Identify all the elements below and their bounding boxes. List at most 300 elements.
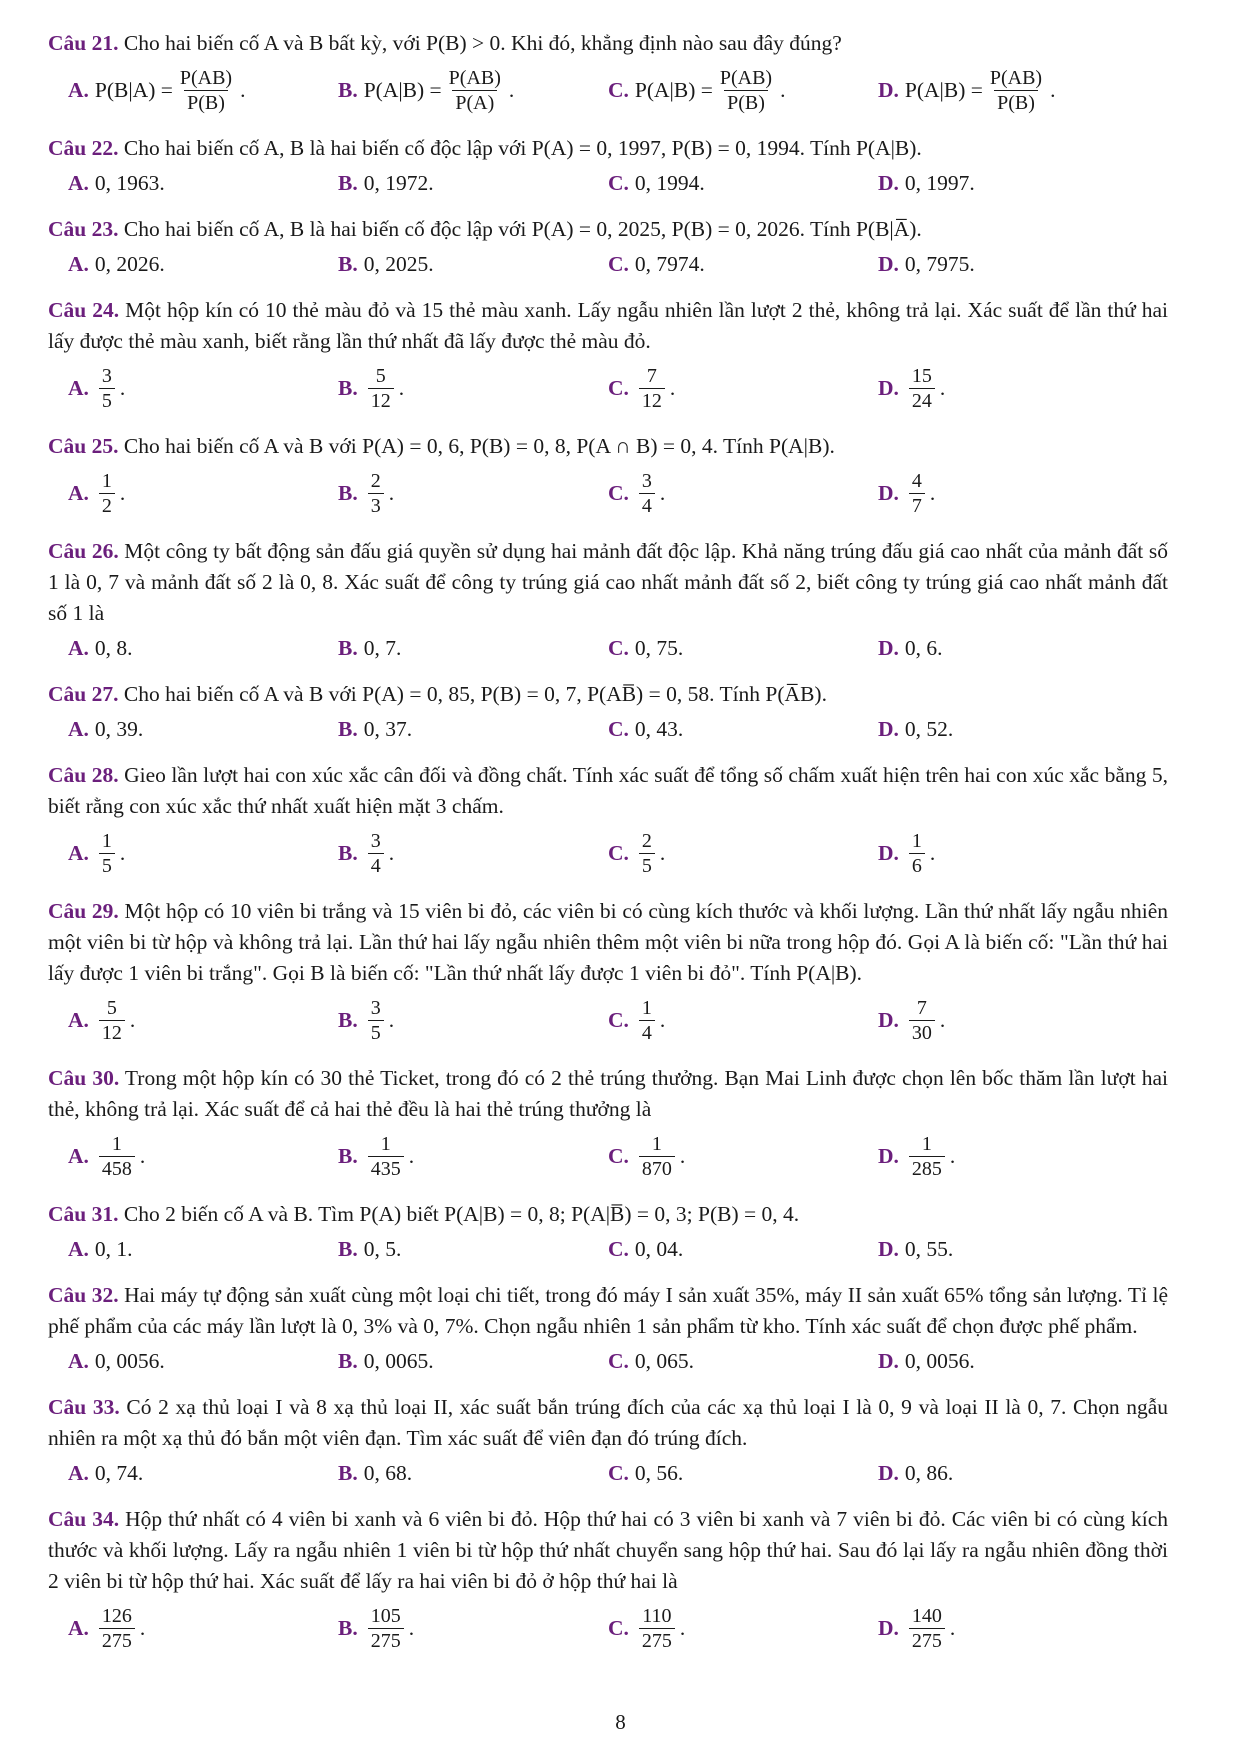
- answer-option[interactable]: D. $\frac{15}{24}$ .: [878, 364, 946, 412]
- option-letter: C.: [608, 1348, 629, 1373]
- answer-option[interactable]: [858, 1456, 1128, 1490]
- fraction: [639, 829, 655, 878]
- answer-option[interactable]: [858, 1344, 1128, 1378]
- option-letter: D.: [878, 170, 899, 195]
- answer-option[interactable]: C. $\frac{1}{870}$ .: [608, 1132, 686, 1180]
- option-value: 0, 0056.: [94, 1348, 165, 1373]
- fraction: [99, 996, 125, 1045]
- question-text: Hộp thứ nhất có 4 viên bi xanh và 6 viên bi đỏ. Hộp thứ hai có 3 viên bi xanh và 7 viên bi đỏ. Các viên bi có cùng kích thước và khối lượng. Lấy ra ngẫu nhiên 1 viên bi từ hộp thứ nhất chuyển sang hộp thứ hai. Sau đó lại lấy ra ngẫu nhiên đồng thời 2 viên bi từ hộp thứ hai. Xác suất để lấy ra hai viên bi đỏ ở hộp thứ hai là: [48, 1507, 1169, 1593]
- answer-option[interactable]: C. $\frac{7}{12}$ .: [608, 364, 676, 412]
- fraction-numerator: 5: [106, 996, 117, 1019]
- fraction-numerator: P(AB): [179, 66, 233, 89]
- fraction-denominator: P(B): [724, 90, 768, 115]
- fraction: [99, 1604, 135, 1653]
- option-value: 0, 8.: [94, 635, 133, 660]
- fraction: [368, 1132, 404, 1181]
- answer-option[interactable]: [48, 166, 318, 200]
- fraction-denominator: 275: [909, 1628, 945, 1653]
- option-letter: A.: [68, 1615, 89, 1640]
- option-expression: P(A|B) =: [904, 77, 983, 102]
- question-text: Cho hai biến cố A và B với P(A) = 0, 85, P(B) = 0, 7, P(AB̅) = 0, 58. Tính P(A̅B).: [123, 682, 827, 706]
- question-number: Câu 29.: [48, 899, 119, 923]
- fraction-denominator: P(B): [994, 90, 1038, 115]
- fraction: [368, 364, 394, 413]
- question: [48, 431, 1168, 522]
- fraction-numerator: 1: [101, 469, 112, 492]
- fraction-denominator: 12: [99, 1020, 125, 1045]
- fraction-denominator: 4: [368, 853, 384, 878]
- question: [48, 1504, 1168, 1657]
- option-letter: D.: [878, 1460, 899, 1485]
- question: [48, 1280, 1168, 1378]
- option-value: 0, 2025.: [363, 251, 434, 276]
- fraction: [177, 66, 235, 115]
- option-letter: C.: [608, 1007, 629, 1032]
- answer-option[interactable]: C. $\frac{3}{4}$ .: [608, 469, 666, 517]
- fraction: [99, 364, 115, 413]
- answer-option[interactable]: [48, 247, 318, 281]
- question-stem: [48, 1063, 1168, 1125]
- option-value: 0, 74.: [94, 1460, 144, 1485]
- fraction-numerator: 3: [101, 364, 112, 387]
- question-text: Một hộp kín có 10 thẻ màu đỏ và 15 thẻ màu xanh. Lấy ngẫu nhiên lần lượt 2 thẻ, không trả lại. Xác suất để lần thứ hai lấy được thẻ màu xanh, biết rằng lần thứ nhất đã lấy được thẻ màu đỏ.: [48, 298, 1169, 353]
- option-letter: A.: [68, 716, 89, 741]
- fraction-numerator: 1: [111, 1132, 122, 1155]
- option-value: 0, 1997.: [904, 170, 975, 195]
- option-letter: D.: [878, 716, 899, 741]
- option-letter: A.: [68, 375, 89, 400]
- fraction: [639, 469, 655, 518]
- answer-option[interactable]: [588, 1232, 858, 1266]
- answer-option[interactable]: [48, 1232, 318, 1266]
- answer-option[interactable]: D. $\frac{4}{7}$ .: [878, 469, 936, 517]
- question-text: Một hộp có 10 viên bi trắng và 15 viên bi đỏ, các viên bi có cùng kích thước và khối lượng. Lần thứ nhất lấy ngẫu nhiên một viên bi từ hộp và không trả lại. Lần thứ hai lấy ngẫu nhiên thêm một viên bi nữa trong hộp đó. Gọi A là biến cố: "Lần thứ hai lấy được 1 viên bi trắng". Gọi B là biến cố: "Lần thứ nhất lấy được 1 viên bi đỏ". Tính P(A|B).: [48, 899, 1168, 985]
- option-value: 0, 7975.: [904, 251, 975, 276]
- answer-option[interactable]: A. $\frac{1}{2}$ .: [68, 469, 126, 517]
- option-value: 0, 0056.: [904, 1348, 975, 1373]
- fraction-denominator: 2: [99, 493, 115, 518]
- question: [48, 214, 1168, 281]
- option-value: 0, 52.: [904, 716, 954, 741]
- option-expression: P(B|A) =: [94, 77, 173, 102]
- fraction: [639, 1604, 675, 1653]
- answer-option[interactable]: C. $\frac{2}{5}$ .: [608, 829, 666, 877]
- question-text: Cho hai biến cố A, B là hai biến cố độc lập với P(A) = 0, 1997, P(B) = 0, 1994. Tính P(A|B).: [123, 136, 922, 160]
- question: [48, 679, 1168, 746]
- answer-options: [48, 464, 1168, 522]
- question-number: Câu 23.: [48, 217, 119, 241]
- fraction-denominator: 275: [639, 1628, 675, 1653]
- answer-option[interactable]: [318, 1344, 588, 1378]
- option-letter: D.: [878, 375, 899, 400]
- answer-option[interactable]: A. $\frac{3}{5}$ .: [68, 364, 126, 412]
- fraction-numerator: 126: [101, 1604, 132, 1627]
- option-letter: B.: [338, 1460, 358, 1485]
- answer-option[interactable]: [48, 1456, 318, 1490]
- answer-option[interactable]: D. $\frac{140}{275}$ .: [878, 1604, 956, 1652]
- answer-option[interactable]: [318, 631, 588, 665]
- question-stem: [48, 536, 1168, 629]
- option-value: 0, 68.: [363, 1460, 413, 1485]
- answer-option[interactable]: C. P(A|B) = $\frac{P(AB)}{P(B)}$ .: [608, 66, 786, 114]
- answer-options: [48, 359, 1168, 417]
- fraction: [368, 829, 384, 878]
- option-letter: A.: [68, 1348, 89, 1373]
- fraction-numerator: 7: [916, 996, 927, 1019]
- fraction-numerator: 140: [911, 1604, 942, 1627]
- option-letter: C.: [608, 1236, 629, 1261]
- answer-option[interactable]: B. $\frac{1}{435}$ .: [338, 1132, 415, 1180]
- option-letter: B.: [338, 1007, 358, 1032]
- question-number: Câu 21.: [48, 31, 119, 55]
- answer-option[interactable]: [48, 712, 318, 746]
- fraction: [909, 829, 925, 878]
- option-value: 0, 04.: [634, 1236, 684, 1261]
- fraction: [368, 1604, 404, 1653]
- option-letter: B.: [338, 1143, 358, 1168]
- fraction-denominator: 4: [639, 1020, 655, 1045]
- fraction: [99, 829, 115, 878]
- fraction-numerator: 1: [651, 1132, 662, 1155]
- option-value: 0, 39.: [94, 716, 144, 741]
- option-letter: C.: [608, 1143, 629, 1168]
- option-letter: B.: [338, 480, 358, 505]
- option-value: 0, 1963.: [94, 170, 165, 195]
- option-letter: B.: [338, 840, 358, 865]
- answer-options: [48, 1127, 1168, 1185]
- option-letter: C.: [608, 480, 629, 505]
- answer-option[interactable]: [318, 166, 588, 200]
- answer-option[interactable]: A. P(B|A) = $\frac{P(AB)}{P(B)}$ .: [68, 66, 246, 114]
- fraction-denominator: 275: [368, 1628, 404, 1653]
- question-text: Cho 2 biến cố A và B. Tìm P(A) biết P(A|B) = 0, 8; P(A|B̅) = 0, 3; P(B) = 0, 4.: [123, 1202, 800, 1226]
- answer-option[interactable]: [48, 1344, 318, 1378]
- option-letter: C.: [608, 375, 629, 400]
- fraction-denominator: 5: [368, 1020, 384, 1045]
- question-text: Hai máy tự động sản xuất cùng một loại chi tiết, trong đó máy I sản xuất 35%, máy II sản xuất 65% tổng sản lượng. Tỉ lệ phế phẩm của các máy lần lượt là 0, 3% và 0, 7%. Chọn ngẫu nhiên 1 sản phẩm từ kho. Tính xác suất để chọn được phế phẩm.: [48, 1283, 1168, 1338]
- fraction-numerator: 7: [646, 364, 657, 387]
- fraction-numerator: P(AB): [989, 66, 1043, 89]
- question: [48, 760, 1168, 882]
- option-letter: C.: [608, 1460, 629, 1485]
- question-number: Câu 32.: [48, 1283, 119, 1307]
- option-letter: D.: [878, 480, 899, 505]
- question-stem: [48, 28, 1168, 59]
- fraction: [446, 66, 504, 115]
- question-stem: [48, 1504, 1168, 1597]
- question-stem: [48, 1280, 1168, 1342]
- fraction: [99, 1132, 135, 1181]
- answer-option[interactable]: A. $\frac{1}{458}$ .: [68, 1132, 146, 1180]
- question-text: Cho hai biến cố A và B với P(A) = 0, 6, P(B) = 0, 8, P(A ∩ B) = 0, 4. Tính P(A|B).: [123, 434, 835, 458]
- fraction-denominator: 6: [909, 853, 925, 878]
- option-letter: A.: [68, 1143, 89, 1168]
- option-value: 0, 7974.: [634, 251, 705, 276]
- answer-option[interactable]: [318, 1232, 588, 1266]
- option-letter: D.: [878, 1143, 899, 1168]
- answer-option[interactable]: [588, 247, 858, 281]
- fraction-numerator: 4: [911, 469, 922, 492]
- option-letter: C.: [608, 77, 629, 102]
- answer-option[interactable]: D. P(A|B) = $\frac{P(AB)}{P(B)}$ .: [878, 66, 1056, 114]
- answer-option[interactable]: A. $\frac{1}{5}$ .: [68, 829, 126, 877]
- option-letter: C.: [608, 251, 629, 276]
- answer-option[interactable]: [318, 712, 588, 746]
- option-expression: P(A|B) =: [363, 77, 442, 102]
- fraction-denominator: 30: [909, 1020, 935, 1045]
- answer-option[interactable]: A. $\frac{5}{12}$ .: [68, 996, 136, 1044]
- question-number: Câu 26.: [48, 539, 119, 563]
- fraction-numerator: P(AB): [448, 66, 501, 89]
- question-stem: [48, 896, 1168, 989]
- option-value: 0, 7.: [363, 635, 402, 660]
- fraction-denominator: 3: [368, 493, 384, 518]
- question-stem: [48, 295, 1168, 357]
- option-letter: B.: [338, 635, 358, 660]
- fraction: [987, 66, 1045, 115]
- fraction-denominator: 5: [99, 853, 115, 878]
- fraction-numerator: 1: [380, 1132, 391, 1155]
- fraction-numerator: 5: [375, 364, 386, 387]
- option-letter: D.: [878, 251, 899, 276]
- answer-options: [48, 991, 1168, 1049]
- question-text: Cho hai biến cố A, B là hai biến cố độc lập với P(A) = 0, 2025, P(B) = 0, 2026. Tính P(B|A̅).: [123, 217, 922, 241]
- option-value: 0, 37.: [363, 716, 413, 741]
- question-text: Trong một hộp kín có 30 thẻ Ticket, trong đó có 2 thẻ trúng thưởng. Bạn Mai Linh được chọn lên bốc thăm lần lượt hai thẻ, không trả lại. Xác suất để cả hai thẻ đều là hai thẻ trúng thưởng là: [48, 1066, 1169, 1121]
- answer-option[interactable]: [318, 247, 588, 281]
- answer-option[interactable]: [858, 166, 1128, 200]
- question-number: Câu 25.: [48, 434, 119, 458]
- question-stem: [48, 679, 1168, 710]
- answer-options: [48, 1344, 1168, 1378]
- fraction: [368, 996, 384, 1045]
- answer-options: [48, 824, 1168, 882]
- fraction-denominator: 870: [639, 1156, 675, 1181]
- answer-option[interactable]: B. $\frac{5}{12}$ .: [338, 364, 405, 412]
- fraction-numerator: 1: [911, 829, 922, 852]
- fraction-denominator: 7: [909, 493, 925, 518]
- option-letter: C.: [608, 635, 629, 660]
- option-letter: C.: [608, 716, 629, 741]
- question: [48, 295, 1168, 417]
- option-letter: D.: [878, 1615, 899, 1640]
- option-letter: A.: [68, 480, 89, 505]
- question-stem: [48, 431, 1168, 462]
- answer-options: [48, 631, 1168, 665]
- page-number: 8: [615, 1710, 626, 1734]
- answer-options: [48, 166, 1168, 200]
- fraction-numerator: P(AB): [719, 66, 773, 89]
- question-text: Một công ty bất động sản đấu giá quyền sử dụng hai mảnh đất độc lập. Khả năng trúng đấu giá cao nhất của mảnh đất số 1 là 0, 7 và mảnh đất số 2 là 0, 8. Xác suất để công ty trúng giá cao nhất mảnh đất số 2, biết công ty trúng giá cao nhất mảnh đất số 1 là: [48, 539, 1168, 625]
- answer-option[interactable]: [858, 247, 1128, 281]
- option-value: 0, 43.: [634, 716, 684, 741]
- option-letter: A.: [68, 1460, 89, 1485]
- question-number: Câu 28.: [48, 763, 119, 787]
- answer-option[interactable]: D. $\frac{1}{6}$ .: [878, 829, 936, 877]
- fraction-numerator: 1: [101, 829, 112, 852]
- fraction: [909, 1604, 945, 1653]
- question-number: Câu 30.: [48, 1066, 120, 1090]
- answer-option[interactable]: [48, 631, 318, 665]
- option-letter: D.: [878, 77, 899, 102]
- option-value: 0, 1994.: [634, 170, 705, 195]
- fraction-numerator: 3: [641, 469, 652, 492]
- fraction: [639, 364, 665, 413]
- answer-option[interactable]: C. $\frac{1}{4}$ .: [608, 996, 666, 1044]
- answer-option[interactable]: B. P(A|B) = $\frac{P(AB)}{P(A)}$ .: [338, 66, 515, 114]
- option-letter: B.: [338, 170, 358, 195]
- option-expression: P(A|B) =: [634, 77, 713, 102]
- option-letter: C.: [608, 1615, 629, 1640]
- answer-options: [48, 61, 1168, 119]
- fraction: [639, 1132, 675, 1181]
- answer-option[interactable]: [588, 1344, 858, 1378]
- fraction: [639, 996, 655, 1045]
- option-letter: B.: [338, 1236, 358, 1261]
- option-letter: D.: [878, 635, 899, 660]
- option-letter: A.: [68, 251, 89, 276]
- fraction-numerator: 1: [921, 1132, 932, 1155]
- question-text: Gieo lần lượt hai con xúc xắc cân đối và đồng chất. Tính xác suất để tổng số chấm xuất hiện trên hai con xúc xắc bằng 5, biết rằng con xúc xắc thứ nhất xuất hiện mặt 3 chấm.: [48, 763, 1168, 818]
- option-letter: B.: [338, 1348, 358, 1373]
- option-value: 0, 56.: [634, 1460, 684, 1485]
- answer-option[interactable]: B. $\frac{105}{275}$ .: [338, 1604, 415, 1652]
- option-letter: B.: [338, 375, 358, 400]
- option-letter: B.: [338, 1615, 358, 1640]
- answer-option[interactable]: C. $\frac{110}{275}$ .: [608, 1604, 686, 1652]
- fraction-denominator: 4: [639, 493, 655, 518]
- question-number: Câu 24.: [48, 298, 120, 322]
- question-text: Cho hai biến cố A và B bất kỳ, với P(B) > 0. Khi đó, khẳng định nào sau đây đúng?: [123, 31, 842, 55]
- option-letter: D.: [878, 1348, 899, 1373]
- option-letter: B.: [338, 251, 358, 276]
- question-number: Câu 27.: [48, 682, 119, 706]
- option-letter: A.: [68, 635, 89, 660]
- option-value: 0, 065.: [634, 1348, 695, 1373]
- fraction-denominator: 24: [909, 388, 935, 413]
- question-stem: [48, 1392, 1168, 1454]
- option-letter: A.: [68, 840, 89, 865]
- fraction: [909, 1132, 945, 1181]
- exam-page: [48, 28, 1168, 1671]
- fraction: [909, 469, 925, 518]
- fraction-numerator: 15: [911, 364, 932, 387]
- question-number: Câu 33.: [48, 1395, 120, 1419]
- answer-option[interactable]: [318, 1456, 588, 1490]
- answer-option[interactable]: [588, 712, 858, 746]
- fraction: [909, 996, 935, 1045]
- fraction-numerator: 3: [370, 829, 381, 852]
- option-value: 0, 86.: [904, 1460, 954, 1485]
- fraction-numerator: 3: [370, 996, 381, 1019]
- answer-option[interactable]: [858, 631, 1128, 665]
- question: [48, 133, 1168, 200]
- option-letter: D.: [878, 840, 899, 865]
- option-letter: C.: [608, 840, 629, 865]
- question: [48, 28, 1168, 119]
- answer-option[interactable]: D. $\frac{1}{285}$ .: [878, 1132, 956, 1180]
- answer-option[interactable]: A. $\frac{126}{275}$ .: [68, 1604, 146, 1652]
- answer-option[interactable]: [858, 1232, 1128, 1266]
- fraction-denominator: 5: [639, 853, 655, 878]
- option-letter: A.: [68, 1236, 89, 1261]
- answer-option[interactable]: B. $\frac{2}{3}$ .: [338, 469, 395, 517]
- answer-option[interactable]: B. $\frac{3}{4}$ .: [338, 829, 395, 877]
- option-letter: D.: [878, 1007, 899, 1032]
- question-number: Câu 22.: [48, 136, 119, 160]
- answer-options: [48, 247, 1168, 281]
- fraction: [99, 469, 115, 518]
- option-value: 0, 6.: [904, 635, 943, 660]
- question: [48, 536, 1168, 665]
- fraction: [909, 364, 935, 413]
- fraction-denominator: 12: [368, 388, 394, 413]
- fraction: [368, 469, 384, 518]
- answer-options: [48, 1599, 1168, 1657]
- fraction-denominator: 12: [639, 388, 665, 413]
- answer-option[interactable]: [588, 166, 858, 200]
- option-letter: C.: [608, 170, 629, 195]
- answer-option[interactable]: [588, 1456, 858, 1490]
- fraction-denominator: P(A): [452, 90, 497, 115]
- fraction-denominator: 458: [99, 1156, 135, 1181]
- question-text: Có 2 xạ thủ loại I và 8 xạ thủ loại II, xác suất bắn trúng đích của các xạ thủ loại I là 0, 9 và loại II là 0, 7. Chọn ngẫu nhiên ra một xạ thủ đó bắn một viên đạn. Tìm xác suất để viên đạn đó trúng đích.: [48, 1395, 1169, 1450]
- option-letter: D.: [878, 1236, 899, 1261]
- answer-option[interactable]: D. $\frac{7}{30}$ .: [878, 996, 946, 1044]
- question-stem: [48, 214, 1168, 245]
- fraction-denominator: P(B): [184, 90, 228, 115]
- option-letter: A.: [68, 77, 89, 102]
- option-value: 0, 55.: [904, 1236, 954, 1261]
- option-letter: B.: [338, 716, 358, 741]
- answer-options: [48, 712, 1168, 746]
- question-stem: [48, 1199, 1168, 1230]
- question-number: Câu 31.: [48, 1202, 119, 1226]
- option-value: 0, 0065.: [363, 1348, 434, 1373]
- fraction-numerator: 2: [641, 829, 652, 852]
- option-value: 0, 1972.: [363, 170, 434, 195]
- option-value: 0, 5.: [363, 1236, 402, 1261]
- fraction-numerator: 110: [642, 1604, 672, 1627]
- fraction-denominator: 275: [99, 1628, 135, 1653]
- question: [48, 1392, 1168, 1490]
- fraction-numerator: 105: [370, 1604, 401, 1627]
- fraction-numerator: 1: [641, 996, 652, 1019]
- fraction: [717, 66, 775, 115]
- question-number: Câu 34.: [48, 1507, 120, 1531]
- question-stem: [48, 760, 1168, 822]
- question: [48, 1199, 1168, 1266]
- answer-option[interactable]: [858, 712, 1128, 746]
- option-letter: B.: [338, 77, 358, 102]
- fraction-denominator: 435: [368, 1156, 404, 1181]
- option-value: 0, 2026.: [94, 251, 165, 276]
- option-letter: A.: [68, 1007, 89, 1032]
- fraction-denominator: 285: [909, 1156, 945, 1181]
- answer-option[interactable]: [588, 631, 858, 665]
- option-value: 0, 75.: [634, 635, 684, 660]
- fraction-denominator: 5: [99, 388, 115, 413]
- question: [48, 896, 1168, 1049]
- answer-option[interactable]: B. $\frac{3}{5}$ .: [338, 996, 395, 1044]
- question: [48, 1063, 1168, 1185]
- answer-options: [48, 1232, 1168, 1266]
- fraction-numerator: 2: [370, 469, 381, 492]
- option-letter: A.: [68, 170, 89, 195]
- option-value: 0, 1.: [94, 1236, 133, 1261]
- answer-options: [48, 1456, 1168, 1490]
- question-stem: [48, 133, 1168, 164]
